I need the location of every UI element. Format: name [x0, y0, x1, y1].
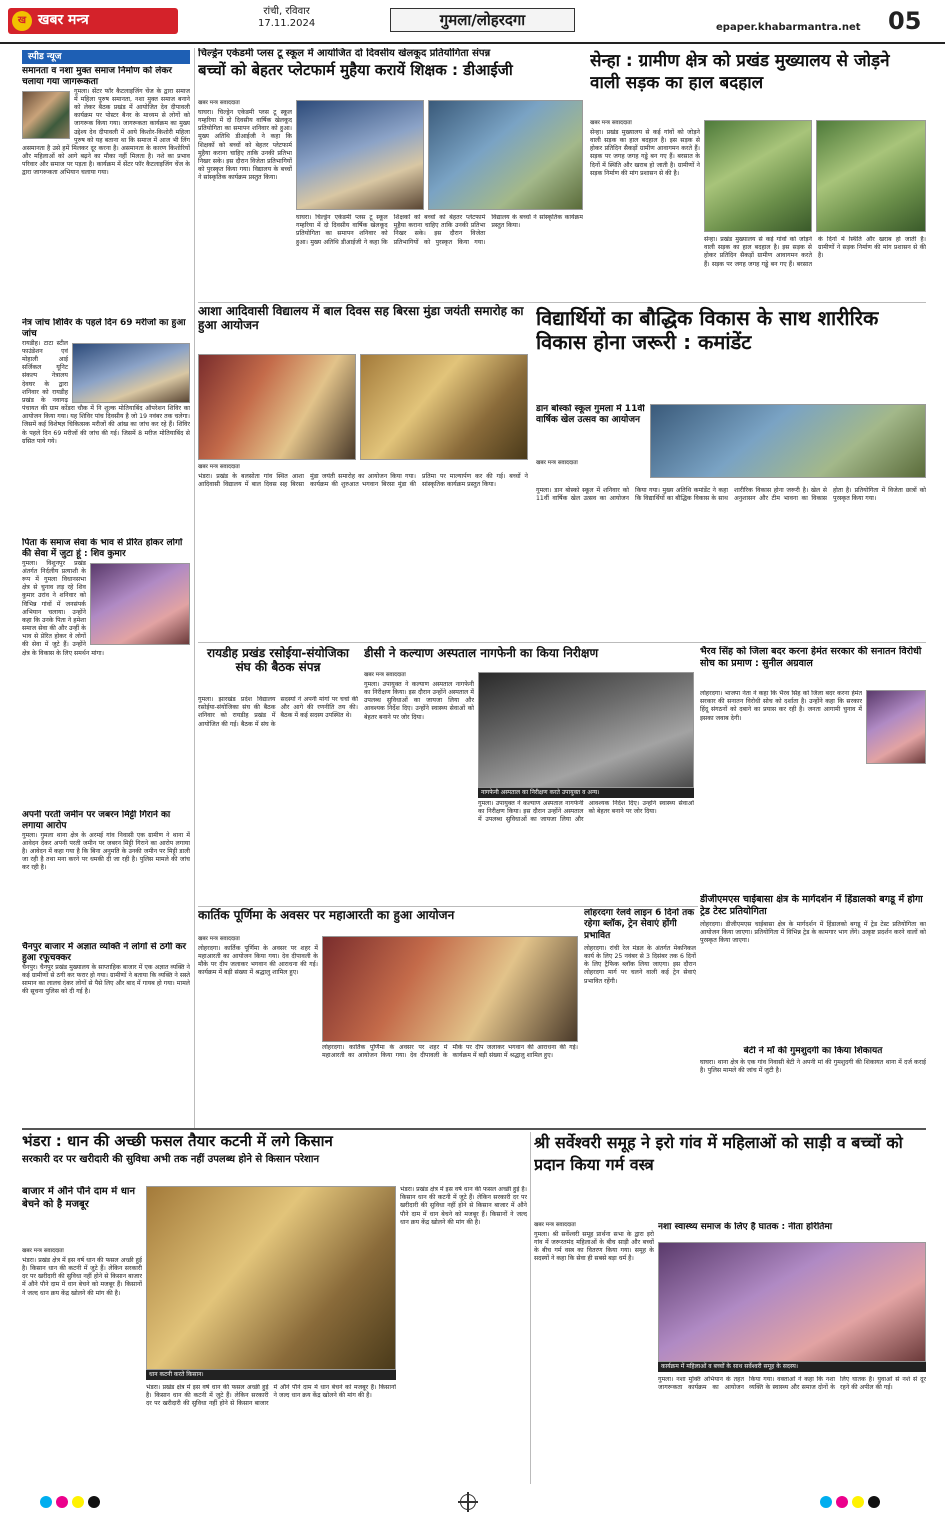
story-body: भंडरा। प्रखंड क्षेत्र में इस वर्ष धान की फसल अच्छी हुई है। किसान धान की कटनी में जुटे हैं। लेकिन सरकारी दर पर खरीदारी की सुविधा नहीं होने से किसान बाजार में औने पौने दाम में धान बेचने को मजबूर हैं। किसानों ने जल्द धान क्रय केंद्र खोलने की मांग की है।	[22, 1256, 142, 1297]
story-body-cont: भंडरा। प्रखंड क्षेत्र में इस वर्ष धान की फसल अच्छी हुई है। किसान धान की कटनी में जुटे हैं। लेकिन सरकारी दर पर खरीदारी की सुविधा नहीं होने से किसान बाजार में औने पौने दाम में धान बेचने को मजबूर हैं। किसानों ने जल्द धान क्रय केंद्र खोलने की मांग की है।	[400, 1186, 527, 1226]
story-bhairav-body	[700, 690, 862, 890]
story-nasha-body	[658, 1376, 926, 1484]
story-body: चैनपुर। चैनपुर प्रखंड मुख्यालय के साप्ताहिक बाजार में एक अज्ञात व्यक्ति ने कई ग्रामीणों से ठगी कर फरार हो गया। ग्रामीणों ने बताया कि व्यक्ति ने सस्ते सामान का लालच देकर लोगों से पैसे लिए और बाद में गायब हो गया। मामले की सूचना पुलिस को दी गई है।	[22, 963, 190, 996]
story-dig-col2	[296, 214, 583, 300]
story-body-cont: सेन्हा। प्रखंड मुख्यालय से कई गांवों को जोड़ने वाली सड़क का हाल बदहाल है। इस सड़क से होकर प्रतिदिन सैकड़ों ग्रामीण आवागमन करते हैं। सड़क पर जगह जगह गड्ढे बन गए हैं। बरसात के दिनों में स्थिति और खराब हो जाती है। ग्रामीणों ने सड़क निर्माण की मांग प्रशासन से की है।	[704, 236, 926, 268]
story-photo	[90, 563, 190, 645]
story-dig-header	[198, 48, 583, 100]
dateline	[258, 6, 315, 30]
story-donbosco-header	[536, 306, 926, 402]
story-subheadline: सरकारी दर पर खरीदारी की सुविधा अभी तक नहीं उपलब्ध होने से किसान परेशान	[22, 1153, 319, 1165]
story-body-cont: लोहरदगा। कार्तिक पूर्णिमा के अवसर पर शहर में महाआरती का आयोजन किया गया। देव दीपावली के मौके पर दीप जलाकर भगवान की आराधना की गई। कार्यक्रम में बड़ी संख्या में श्रद्धालु शामिल हुए।	[322, 1044, 578, 1060]
magenta-swatch-icon	[836, 1496, 848, 1508]
story-awareness	[22, 66, 190, 316]
yellow-swatch-icon	[852, 1496, 864, 1508]
story-body: गुमला। नशा मुक्ति अभियान के तहत जागरूकता कार्यक्रम का आयोजन किया गया। वक्ताओं ने कहा कि नशा व्यक्ति के स्वास्थ्य और समाज दोनों के लिए घातक है। युवाओं से नशे से दूर रहने की अपील की गई।	[658, 1376, 926, 1392]
story-body: लोहरदगा। कार्तिक पूर्णिमा के अवसर पर शहर में महाआरती का आयोजन किया गया। देव दीपावली के मौके पर दीप जलाकर भगवान की आराधना की गई। कार्यक्रम में बड़ी संख्या में श्रद्धालु शामिल हुए।	[198, 944, 318, 977]
story-headline: रायडीह प्रखंड रसोईया-संयोजिका संघ की बैठक संपन्न	[207, 646, 349, 675]
story-paddy-col2	[146, 1384, 396, 1484]
story-paddy-kicker	[22, 1186, 142, 1246]
story-photo-dig-1	[296, 100, 424, 210]
epaper-url[interactable]: epaper.khabarmantra.net	[716, 22, 861, 33]
row-divider	[198, 642, 926, 643]
story-body: गुमला। झारखंड प्रदेश विद्यालय रसोईया-संयोजिका संघ की बैठक शनिवार को रायडीह प्रखंड में आयोजित की गई। बैठक में संघ के सदस्यों ने अपनी मांगों पर चर्चा की और आगे की रणनीति तय की। बैठक में कई सदस्य उपस्थित थे।	[198, 696, 358, 728]
bureau-tag: खबर मन्त्र संवाददाता	[198, 100, 240, 106]
story-missing-mother	[700, 1046, 926, 1124]
brand-logo-icon: ख	[12, 11, 32, 31]
story-headline: सेन्हा : ग्रामीण क्षेत्र को प्रखंड मुख्यालय से जोड़ने वाली सड़क का हाल बदहाल	[590, 51, 890, 94]
story-body: घाघरा। थाना क्षेत्र के एक गांव निवासी बेटी ने अपनी मां की गुमशुदगी की शिकायत थाना में दर्ज कराई है। पुलिस मामले की जांच में जुटी है।	[700, 1059, 926, 1075]
story-headline: आशा आदिवासी विद्यालय में बाल दिवस सह बिरसा मुंडा जयंती समारोह का हुआ आयोजन	[198, 304, 524, 333]
story-hindalco	[700, 894, 926, 1044]
story-photo	[72, 343, 190, 403]
story-road-header	[590, 50, 925, 116]
page-number: 05	[888, 7, 922, 35]
story-photo	[22, 91, 70, 139]
cyan-swatch-icon	[820, 1496, 832, 1508]
story-body: गुमला। विशुनपुर प्रखंड अंतर्गत निर्दलीय प्रत्याशी के रूप में गुमला विधानसभा क्षेत्र से चुनाव लड़ रहे शिव कुमार उरांव ने शनिवार को विभिन्न गांवों में जनसंपर्क अभियान चलाया। उन्होंने कहा कि उनके पिता ने हमेशा समाज सेवा की और उन्हीं के भाव से प्रेरित होकर वे लोगों की सेवा में जुटे हैं। उन्होंने क्षेत्र के विकास के लिए समर्थन मांगा।	[22, 559, 104, 657]
black-swatch-icon	[88, 1496, 100, 1508]
story-body: घाघरा। चिल्ड्रेन एकेडमी प्लस टू स्कूल गम्हरिया में दो दिवसीय वार्षिक खेलकूद प्रतियोगिता का समापन शनिवार को हुआ। मुख्य अतिथि डीआईजी ने कहा कि शिक्षकों को बच्चों को बेहतर प्लेटफार्म मुहैया कराना चाहिए ताकि उनकी प्रतिभा निखर सके। इस दौरान विजेता प्रतिभागियों को पुरस्कृत किया गया। विद्यालय के बच्चों ने सांस्कृतिक कार्यक्रम प्रस्तुत किया।	[198, 108, 292, 182]
story-dc-body	[364, 672, 474, 902]
story-photo-asha-2	[360, 354, 528, 460]
bureau-tag: खबर मन्त्र संवाददाता	[198, 464, 240, 470]
story-fraud	[22, 942, 190, 1122]
brand-bar	[8, 8, 178, 34]
story-land-dispute	[22, 810, 190, 940]
bureau-tag: खबर मन्त्र संवाददाता	[364, 672, 406, 678]
story-rasoiya-header	[198, 646, 358, 692]
story-road-col2	[704, 236, 926, 300]
story-headline: भैरव सिंह को जिला बदर करना हेमंत सरकार की सनातन विरोधी सोच का प्रमाण : सुनील अग्रवाल	[700, 646, 922, 669]
city-day: रांची, रविवार	[263, 6, 310, 17]
column-divider	[530, 1132, 531, 1484]
story-body-cont: गुमला। उपायुक्त ने कल्याण अस्पताल नागफेनी का निरीक्षण किया। इस दौरान उन्होंने अस्पताल में उपलब्ध सुविधाओं का जायजा लिया और आवश्यक निर्देश दिए। उन्होंने स्वास्थ्य सेवाओं को बेहतर बनाने पर जोर दिया।	[478, 800, 694, 824]
masthead	[0, 0, 945, 44]
story-donbosco-body	[536, 460, 926, 640]
cyan-swatch-icon	[40, 1496, 52, 1508]
story-photo-dc	[478, 672, 694, 788]
story-sarveshwari-header	[534, 1132, 926, 1218]
story-body: गुमला। उपायुक्त ने कल्याण अस्पताल नागफेनी का निरीक्षण किया। इस दौरान उन्होंने अस्पताल में उपलब्ध सुविधाओं का जायजा लिया और आवश्यक निर्देश दिए। उन्होंने स्वास्थ्य सेवाओं को बेहतर बनाने पर जोर दिया।	[364, 680, 474, 721]
story-headline: बेटी ने माँ की गुमशुदगी का किया शिकायत	[743, 1046, 883, 1056]
speed-news-banner: स्पीड न्यूज	[22, 50, 190, 64]
bureau-tag: खबर मन्त्र संवाददाता	[22, 1248, 64, 1254]
story-kicker: बाजार में औने पौने दाम में धान बेचने को है मजबूर	[22, 1186, 136, 1210]
story-paddy-header	[22, 1132, 527, 1182]
bureau-tag: खबर मन्त्र संवाददाता	[536, 460, 578, 466]
story-body-cont: भंडरा। प्रखंड क्षेत्र में इस वर्ष धान की फसल अच्छी हुई है। किसान धान की कटनी में जुटे हैं। लेकिन सरकारी दर पर खरीदारी की सुविधा नहीं होने से किसान बाजार में औने पौने दाम में धान बेचने को मजबूर हैं। किसानों ने जल्द धान क्रय केंद्र खोलने की मांग की है।	[146, 1384, 396, 1408]
story-body: गुमला। गुमला थाना क्षेत्र के अरमई गांव निवासी एक ग्रामीण ने थाना में आवेदन देकर अपनी परती जमीन पर जबरन मिट्टी गिराने का आरोप लगाया है। आवेदन में कहा गया है कि बिना अनुमति के उनकी जमीन पर मिट्टी डाली जा रही है तथा मना करने पर धमकी दी जा रही है। पुलिस मामले की जांच कर रही है।	[22, 831, 190, 872]
story-shiv-kumar	[22, 538, 190, 808]
print-registration-footer	[0, 1488, 945, 1517]
story-donbosco-sub	[536, 404, 646, 454]
story-headline: चैनपुर बाजार में अज्ञात व्यक्ति ने लोगों से ठगी कर हुआ रफूचक्कर	[22, 942, 187, 963]
story-headline: श्री सर्वेश्वरी समूह ने इरो गांव में महिलाओं को साड़ी व बच्चों को प्रदान किया गर्म वस्त्र	[534, 1133, 903, 1174]
story-paddy-col1	[22, 1248, 142, 1484]
story-subheadline: डान बोस्को स्कूल गुमला में 11वीं वार्षिक खेल उत्सव का आयोजन	[536, 404, 645, 426]
color-swatch-right	[820, 1496, 880, 1508]
section-divider	[22, 1128, 926, 1130]
story-body: गुमला। श्री सर्वेश्वरी समूह प्रार्थना सभा के द्वारा इरो गांव में जरूरतमंद महिलाओं के बीच साड़ी और बच्चों के बीच गर्म वस्त्र का वितरण किया गया। समूह के सदस्यों ने कहा कि सेवा ही सबसे बड़ा धर्म है।	[534, 1230, 654, 1263]
color-swatch-left	[40, 1496, 100, 1508]
story-headline: बच्चों को बेहतर प्लेटफार्म मुहैया करायें शिक्षक : डीआईजी	[198, 60, 513, 79]
story-headline: डीसी ने कल्याण अस्पताल नागफेनी का किया निरीक्षण	[364, 646, 599, 660]
bureau-tag: खबर मन्त्र संवाददाता	[534, 1222, 576, 1228]
row-divider	[198, 302, 926, 303]
story-rasoiya-body	[198, 696, 358, 902]
black-swatch-icon	[868, 1496, 880, 1508]
story-body: भंडरा। प्रखंड के बलसोता गांव स्थित आशा आदिवासी विद्यालय में बाल दिवस सह बिरसा मुंडा जयंती समारोह का आयोजन किया गया। कार्यक्रम की शुरुआत भगवान बिरसा मुंडा की प्रतिमा पर माल्यार्पण कर की गई। बच्चों ने सांस्कृतिक कार्यक्रम प्रस्तुत किया।	[198, 472, 528, 489]
story-sarveshwari-col1	[534, 1222, 654, 1484]
story-body: लोहरदगा। रांची रेल मंडल के अंतर्गत मेकनिकल कार्य के लिए 25 नवंबर से 3 दिसंबर तक 6 दिनों के लिए ट्रैफिक ब्लॉक लिया जाएगा। इस दौरान लोहरदगा मार्ग पर चलने वाली कई ट्रेन सेवाएं प्रभावित रहेंगी।	[584, 944, 696, 985]
story-dc-body2	[478, 800, 694, 902]
story-photo-dig-2	[428, 100, 583, 210]
story-kartik-body	[198, 936, 318, 1124]
story-road-col1	[590, 120, 700, 300]
story-kartik-header	[198, 908, 578, 934]
bureau-tag: खबर मन्त्र संवाददाता	[198, 936, 240, 942]
story-headline: लोहरदगा रेलवे लाइन 6 दिनों तक रहेगा ब्लॉक, ट्रेन सेवाएं होंगी प्रभावित	[584, 908, 695, 941]
story-body: गुमला। सेंटर फॉर कैटलाइजिंग चेंज के द्वारा समाज में महिला पुरुष समानता, नशा मुक्त समाज बनाने को लेकर बैठक प्रखंड में आयोजित देव दीपावली कार्यक्रम पर पोस्टर बैनर के माध्यम से लोगों को जागरूक किया गया। जागरूकता कार्यक्रम का मुख्य उद्देश्य देव दीपावली में आये किशोर-किशोरी महिला पुरुष को यह बताना था कि समाज में आज भी लिंग असमानता है उसे हमें मिलकर दूर करना है। असमानता के कारण किशोरियों और महिलाओं को आगे बढ़ने का मौका नहीं मिलता है। नशे का प्रभाव परिवार और समाज पर पड़ता है। कार्यक्रम में सेंटर फॉर कैटलाइजिंग चेंज के द्वारा जागरूकता अभियान चलाया गया।	[22, 87, 190, 177]
story-body: लोहरदगा। डीजीएमएस चाईबासा क्षेत्र के मार्गदर्शन में हिंडालको बगडू में ट्रेड टेस्ट प्रतियोगिता का आयोजन किया जाएगा। प्रतियोगिता में विभिन्न ट्रेड के कामगार भाग लेंगे। उत्कृष्ट प्रदर्शन करने वालों को पुरस्कृत किया जाएगा।	[700, 920, 926, 945]
story-dig-col1	[198, 100, 292, 300]
story-eye-camp	[22, 318, 190, 536]
story-paddy-col3	[400, 1186, 527, 1484]
story-photo-sarveshwari	[658, 1242, 926, 1362]
story-photo-paddy	[146, 1186, 396, 1370]
story-nasha-header	[658, 1222, 926, 1240]
brand-name: खबर मन्त्र	[38, 12, 89, 29]
story-railway	[584, 908, 696, 1124]
story-asha-body	[198, 464, 528, 640]
story-body: लोहरदगा। भाजपा नेता ने कहा कि भैरव सिंह को जिला बदर करना हेमंत सरकार की सनातन विरोधी सोच को दर्शाता है। उन्होंने कहा कि सरकार हिंदू संगठनों को दबाने का प्रयास कर रही है। जनता आगामी चुनाव में इसका जवाब देगी।	[700, 690, 862, 722]
story-photo-kartik	[322, 936, 578, 1042]
row-divider	[198, 906, 698, 907]
yellow-swatch-icon	[72, 1496, 84, 1508]
story-body: रायडीह। टाटा स्टील फाउंडेशन एवं मोहाली आई सर्जिकल यूनिट संकल्प नेत्रालय देवघर के द्वारा शनिवार को रायडीह प्रखंड के नवागढ़ पंचायत की ग्राम कोंडरा चौक में नि शुल्क मोतियाबिंद ऑपरेशन शिविर का आयोजन किया गया। यह शिविर पांच दिवसीय है जो 19 नवंबर तक चलेगा। जिसमें कई विशेषज्ञ चिकित्सक मरीजों की आंख का जांच कर रहे हैं। शिविर के पहले दिन 69 मरीजों की जांच की गई। जिसमें 8 मरीज मोतियाबिंद से ग्रसित पाये गये।	[22, 339, 190, 445]
story-body-cont: घाघरा। चिल्ड्रेन एकेडमी प्लस टू स्कूल गम्हरिया में दो दिवसीय वार्षिक खेलकूद प्रतियोगिता का समापन शनिवार को हुआ। मुख्य अतिथि डीआईजी ने कहा कि शिक्षकों को बच्चों को बेहतर प्लेटफार्म मुहैया कराना चाहिए ताकि उनकी प्रतिभा निखर सके। इस दौरान विजेता प्रतिभागियों को पुरस्कृत किया गया। विद्यालय के बच्चों ने सांस्कृतिक कार्यक्रम प्रस्तुत किया।	[296, 214, 583, 246]
story-headline: डीजीएमएस चाईबासा क्षेत्र के मार्गदर्शन में हिंडालको बगडू में होगा ट्रेड टेस्ट प्रतियोगिता	[700, 894, 923, 917]
column-divider	[194, 48, 195, 1128]
photo-caption: नागफेनी अस्पताल का निरीक्षण करते उपायुक्त व अन्य।	[478, 788, 694, 798]
photo-caption: कार्यक्रम में महिलाओं व बच्चों के साथ सर्वेश्वरी समूह के सदस्य।	[658, 1362, 926, 1372]
story-photo-road-1	[704, 120, 812, 232]
story-headline: नशा स्वास्थ्य समाज के लिए है घातक : नीता हरितिमा	[658, 1222, 833, 1232]
story-body: गुमला। डान बोस्को स्कूल में शनिवार को 11वीं वार्षिक खेल उत्सव का आयोजन किया गया। मुख्य अतिथि कमांडेंट ने कहा कि विद्यार्थियों का बौद्धिक विकास के साथ शारीरिक विकास होना जरूरी है। खेल से अनुशासन और टीम भावना का विकास होता है। प्रतियोगिता में विजेता छात्रों को पुरस्कृत किया गया।	[536, 486, 926, 503]
story-photo-agrawal	[866, 690, 926, 764]
story-headline: अपनी परती जमीन पर जबरन मिट्टी गिराने का लगाया आरोप	[22, 810, 171, 831]
story-dc-header	[364, 646, 694, 670]
story-photo-asha-1	[198, 354, 356, 460]
story-headline: विद्यार्थियों का बौद्धिक विकास के साथ शारीरिक विकास होना जरूरी : कमांडेंट	[536, 306, 879, 355]
story-headline: कार्तिक पूर्णिमा के अवसर पर महाआरती का हुआ आयोजन	[198, 908, 455, 922]
section-title: गुमला/लोहरदगा	[390, 8, 575, 32]
story-kartik-body2	[322, 1044, 578, 1124]
bureau-tag: खबर मन्त्र संवाददाता	[590, 120, 632, 126]
story-headline: नेत्र जांच शिविर के पहले दिन 69 मरीजों का हुआ जांच	[22, 318, 186, 339]
story-asha-header	[198, 304, 528, 352]
magenta-swatch-icon	[56, 1496, 68, 1508]
story-bhairav-header	[700, 646, 926, 686]
registration-mark-icon	[460, 1494, 476, 1510]
issue-date: 17.11.2024	[258, 18, 316, 29]
story-headline: भंडरा : धान की अच्छी फसल तैयार कटनी में लगे किसान	[22, 1132, 333, 1150]
story-headline: पिता के समाज सेवा के भाव से प्रेरित होकर लोगों की सेवा में जुटा हूं : शिव कुमार	[22, 538, 183, 559]
story-body: सेन्हा। प्रखंड मुख्यालय से कई गांवों को जोड़ने वाली सड़क का हाल बदहाल है। इस सड़क से होकर प्रतिदिन सैकड़ों ग्रामीण आवागमन करते हैं। सड़क पर जगह जगह गड्ढे बन गए हैं। बरसात के दिनों में स्थिति और खराब हो जाती है। ग्रामीणों ने सड़क निर्माण की मांग प्रशासन से की है।	[590, 128, 700, 177]
story-photo-road-2	[816, 120, 926, 232]
photo-caption: धान कटनी करते किसान।	[146, 1370, 396, 1380]
story-headline: समानता व नशा मुक्त समाज निर्माण को लेकर चलाया गया जागरूकता	[22, 66, 172, 87]
story-kicker: चिल्ड्रेन एकेडमी प्लस टू स्कूल में आयोजित दो दिवसीय खेलकूद प्रतियोगिता संपन्न	[198, 48, 491, 59]
